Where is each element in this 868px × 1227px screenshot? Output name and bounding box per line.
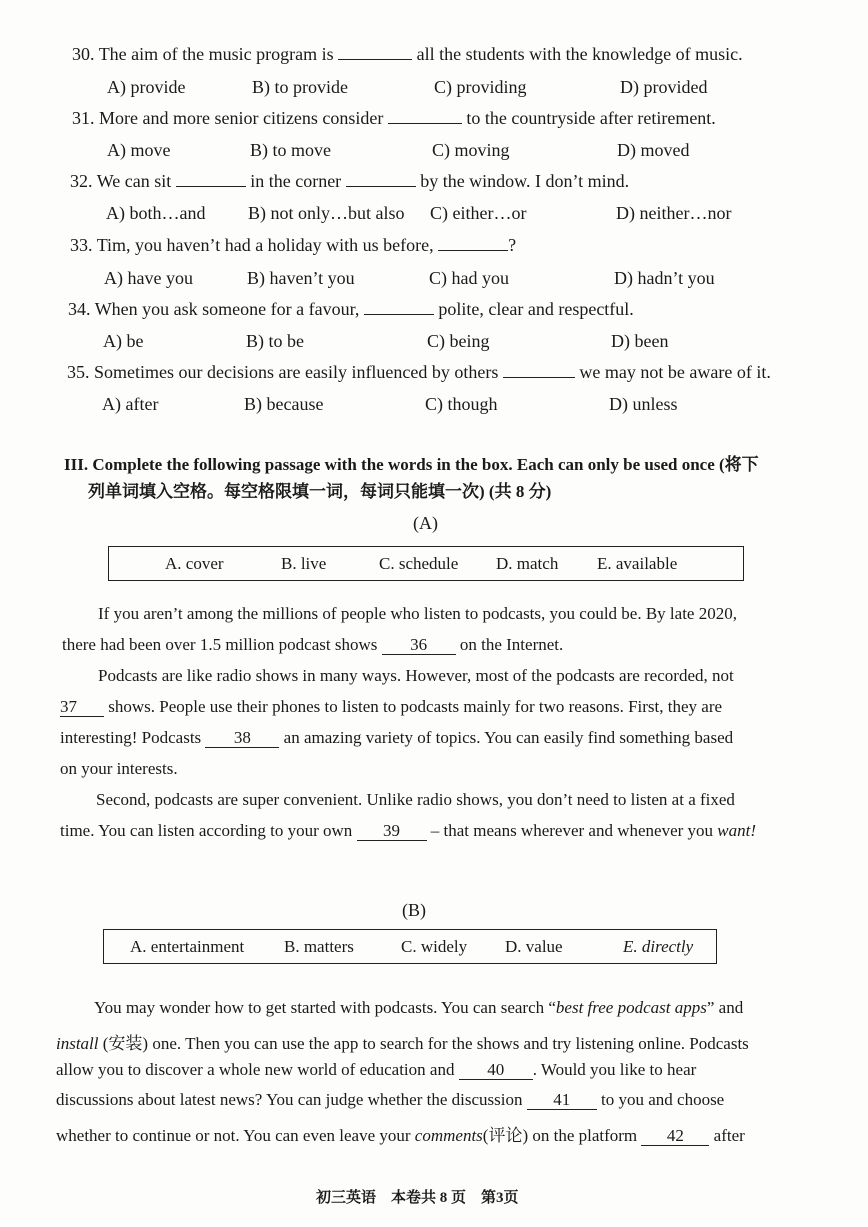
option-b: B) to move: [250, 140, 331, 160]
question-text: polite, clear and respectful.: [438, 299, 634, 319]
option-d: D) hadn’t you: [614, 268, 715, 288]
word-option: D. match: [496, 554, 559, 573]
passage-text: allow you to discover a whole new world of education and: [56, 1060, 455, 1079]
passage-text: . Would you like to hear: [532, 1060, 697, 1079]
section-heading: III. Complete the following passage with the words in the box. Each can only be used once (将下: [64, 455, 759, 474]
question-30: [72, 44, 743, 65]
word-option: C. widely: [401, 937, 468, 956]
option-d: D) moved: [617, 140, 690, 160]
option-c: C) providing: [434, 77, 527, 97]
answer-blank: [438, 249, 508, 251]
passage-text: on the Internet.: [459, 635, 564, 654]
word-option: E. available: [597, 554, 678, 573]
question-text: More and more senior citizens consider: [99, 108, 384, 128]
option-b: B) because: [244, 394, 324, 414]
word-option: B. matters: [284, 937, 354, 956]
option-a: A) move: [107, 140, 171, 160]
word-option: C. schedule: [379, 554, 459, 573]
passage-line: Second, podcasts are super convenient. Unlike radio shows, you don’t need to listen at a fixed: [96, 790, 735, 809]
word-option: A. entertainment: [130, 937, 245, 956]
passage-text: interesting! Podcasts: [60, 728, 202, 747]
option-b: B) haven’t you: [247, 268, 355, 288]
word-box-a: [108, 546, 744, 581]
passage-text: time. You can listen according to your own: [60, 821, 353, 840]
word-option: D. value: [505, 937, 563, 956]
section-heading-cont: 列单词填入空格。每空格限填一词，每词只能填一次) (共 8 分): [88, 482, 552, 501]
blank-40: 40: [459, 1061, 533, 1080]
question-33: [70, 235, 516, 256]
question-number: 30.: [72, 44, 95, 64]
question-text: ?: [508, 235, 517, 255]
passage-text: to you and choose: [601, 1090, 725, 1109]
blank-41: 41: [527, 1091, 597, 1110]
passage-text: there had been over 1.5 million podcast shows: [62, 635, 378, 654]
option-c: C) being: [427, 331, 490, 351]
option-d: D) unless: [609, 394, 678, 414]
question-32: [70, 171, 629, 192]
passage-line: If you aren’t among the millions of people who listen to podcasts, you could be. By late 2020,: [98, 604, 737, 623]
question-text: We can sit: [96, 171, 172, 191]
option-c: C) either…or: [430, 203, 527, 223]
option-d: D) been: [611, 331, 669, 351]
passage-text: ” and: [706, 998, 744, 1017]
option-a: A) have you: [104, 268, 193, 288]
question-text: we may not be aware of it.: [579, 362, 771, 382]
passage-line: Podcasts are like radio shows in many ways. However, most of the podcasts are recorded, not: [98, 666, 734, 685]
word-option: A. cover: [165, 554, 224, 573]
passage-text: discussions about latest news? You can judge whether the discussion: [56, 1090, 523, 1109]
question-number: 31.: [72, 108, 95, 128]
passage-text: – that means wherever and whenever you: [430, 821, 714, 840]
answer-blank: [364, 313, 434, 315]
passage-line: [60, 728, 733, 748]
word-option: E. directly: [623, 937, 694, 956]
option-d: D) provided: [620, 77, 708, 97]
question-31: [72, 108, 716, 129]
passage-line: [56, 1029, 749, 1054]
word-box-b: [103, 929, 717, 964]
blank-39: 39: [357, 822, 427, 841]
blank-42: 42: [641, 1127, 709, 1146]
passage-text: install: [56, 1034, 99, 1053]
passage-text: (评论) on the platform: [482, 1126, 638, 1145]
question-number: 33.: [70, 235, 93, 255]
passage-text: best free podcast apps: [555, 998, 707, 1017]
passage-line: [56, 1121, 745, 1146]
option-d: D) neither…nor: [616, 203, 732, 223]
question-34: [68, 299, 634, 320]
passage-line: [94, 998, 743, 1018]
passage-line: on your interests.: [60, 759, 178, 778]
passage-text: whether to continue or not. You can even leave your: [56, 1126, 411, 1145]
option-c: C) had you: [429, 268, 509, 288]
answer-blank: [388, 122, 462, 124]
blank-38: 38: [205, 729, 279, 748]
question-text: Tim, you haven’t had a holiday with us before,: [96, 235, 434, 255]
question-text: The aim of the music program is: [98, 44, 334, 64]
passage-line: [56, 1060, 696, 1080]
passage-text: shows. People use their phones to listen to podcasts mainly for two reasons. First, they are: [108, 697, 723, 716]
blank-36: 36: [382, 636, 456, 655]
passage-line: [56, 1090, 724, 1110]
answer-blank: [346, 185, 416, 187]
question-35: [67, 362, 771, 383]
option-b: B) to be: [246, 331, 304, 351]
passage-text: an amazing variety of topics. You can easily find something based: [283, 728, 734, 747]
part-b-label: (B): [402, 900, 426, 920]
option-a: A) after: [102, 394, 159, 414]
question-text: by the window. I don’t mind.: [420, 171, 630, 191]
answer-blank: [176, 185, 246, 187]
question-text: to the countryside after retirement.: [466, 108, 716, 128]
passage-line: [60, 697, 722, 717]
answer-blank: [338, 58, 412, 60]
question-text: all the students with the knowledge of music.: [416, 44, 743, 64]
question-number: 32.: [70, 171, 93, 191]
passage-text: want!: [717, 821, 757, 840]
passage-line: [62, 635, 563, 655]
question-text: Sometimes our decisions are easily influenced by others: [94, 362, 499, 382]
question-text: When you ask someone for a favour,: [94, 299, 360, 319]
question-number: 34.: [68, 299, 91, 319]
answer-blank: [503, 376, 575, 378]
part-a-label: (A): [413, 513, 438, 533]
option-c: C) though: [425, 394, 498, 414]
blank-37: 37: [60, 698, 104, 717]
passage-text: comments: [414, 1126, 483, 1145]
passage-line: [60, 821, 756, 841]
page-footer: 初三英语 本卷共 8 页 第3页: [316, 1190, 519, 1206]
question-number: 35.: [67, 362, 90, 382]
word-option: B. live: [281, 554, 327, 573]
option-c: C) moving: [432, 140, 510, 160]
passage-text: after: [713, 1126, 745, 1145]
option-a: A) provide: [107, 77, 186, 97]
option-a: A) be: [103, 331, 144, 351]
question-text: in the corner: [250, 171, 342, 191]
option-b: B) to provide: [252, 77, 348, 97]
passage-text: (安装) one. Then you can use the app to search for the shows and try listening online. Podcasts: [102, 1034, 749, 1053]
option-a: A) both…and: [106, 203, 206, 223]
passage-text: You may wonder how to get started with podcasts. You can search “: [94, 998, 556, 1017]
option-b: B) not only…but also: [248, 203, 405, 223]
